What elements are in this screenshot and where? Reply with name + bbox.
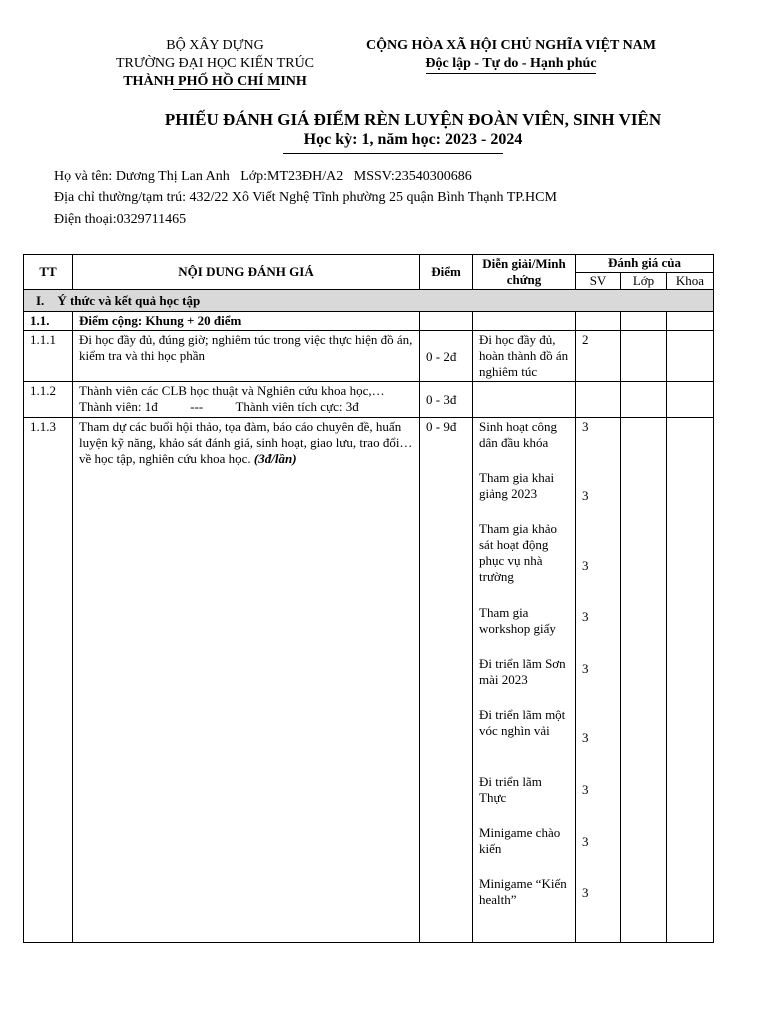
sv-score: 3	[582, 661, 589, 676]
evidence-item: Đi triển lãm Thực	[479, 774, 542, 805]
sv-score: 3	[582, 558, 589, 573]
row-1-1-3-number: 1.1.3	[24, 418, 73, 943]
evidence-item: Minigame “Kiến health”	[479, 876, 567, 907]
evaluation-table	[23, 254, 714, 943]
country-motto: Độc lập - Tự do - Hạnh phúc	[425, 56, 597, 71]
school-city: THÀNH PHỐ HỒ CHÍ MINH	[123, 74, 307, 89]
col-header-tt: TT	[24, 255, 73, 290]
row-1-1-3-faculty	[667, 418, 714, 943]
col-header-eval-by: Đánh giá của	[576, 255, 714, 273]
right-header-underline	[426, 73, 596, 74]
row-1-1-2-number: 1.1.2	[24, 382, 73, 418]
sv-score: 3	[582, 609, 589, 624]
row-1-1-2-score: 0 - 3đ	[420, 382, 473, 418]
ministry-name: BỘ XÂY DỰNG	[166, 38, 264, 53]
sv-score: 3	[582, 419, 589, 434]
col-header-sv: SV	[576, 272, 621, 290]
row-1-1-2-sv	[576, 382, 621, 418]
evidence-item: Minigame chào kiến	[479, 825, 561, 856]
form-subtitle: Học kỳ: 1, năm học: 2023 - 2024	[303, 131, 523, 148]
evidence-item: Tham gia workshop giấy	[479, 605, 556, 636]
school-name: TRƯỜNG ĐẠI HỌC KIẾN TRÚC	[115, 56, 315, 71]
section-i-row	[24, 290, 714, 312]
evidence-item: Đi triển lãm Sơn mài 2023	[479, 656, 566, 687]
sv-score: 3	[582, 730, 589, 745]
row-1-1-score	[420, 312, 473, 331]
row-1-1-1-sv: 2	[576, 331, 621, 382]
col-header-score: Điểm	[420, 255, 473, 290]
row-1-1-2-content-line1: Thành viên các CLB học thuật và Nghiên cứu khoa học,…	[79, 383, 385, 398]
row-1-1-3-content-text: Tham dự các buổi hội thảo, tọa đàm, báo cáo chuyên đề, huấn luyện kỹ năng, khảo sát đánh giá, sinh hoạt, giao lưu, trao đổi… về học tập, nghiên cứu khoa học.	[79, 419, 413, 466]
row-1-1-3-class	[621, 418, 667, 943]
row-1-1-2-evidence	[473, 382, 576, 418]
col-header-content: NỘI DUNG ĐÁNH GIÁ	[73, 255, 420, 290]
row-1-1-label: Điểm cộng: Khung + 20 điểm	[73, 312, 420, 331]
sv-score: 3	[582, 488, 589, 503]
col-header-class: Lớp	[621, 272, 667, 290]
row-1-1-3-sv	[576, 418, 621, 943]
row-1-1-faculty	[667, 312, 714, 331]
row-1-1-3-content-emphasis: (3đ/lần)	[253, 451, 297, 466]
row-1-1-1-faculty	[667, 331, 714, 382]
row-1-1-evidence	[473, 312, 576, 331]
row-1-1-2-class	[621, 382, 667, 418]
row-1-1-2-content-line2: Thành viên: 1đ --- Thành viên tích cực: 3đ	[79, 399, 359, 414]
row-1-1-1-content: Đi học đầy đủ, đúng giờ; nghiêm túc trong việc thực hiện đồ án, kiểm tra và thi học phần	[73, 331, 420, 382]
sv-score: 3	[582, 885, 589, 900]
col-header-faculty: Khoa	[667, 272, 714, 290]
evidence-item: Tham gia khai giảng 2023	[479, 470, 555, 501]
student-name-class-id: Họ và tên: Dương Thị Lan Anh Lớp:MT23ĐH/A2 MSSV:23540300686	[54, 169, 472, 184]
student-phone: Điện thoại:0329711465	[54, 212, 187, 227]
row-1-1-1-score: 0 - 2đ	[420, 331, 473, 382]
row-1-1-3-evidence	[473, 418, 576, 943]
form-title: PHIẾU ĐÁNH GIÁ ĐIỂM RÈN LUYỆN ĐOÀN VIÊN, SINH VIÊN	[164, 110, 662, 129]
row-1-1-3-score: 0 - 9đ	[420, 418, 473, 943]
section-i-label: Ý thức và kết quả học tập	[57, 292, 201, 308]
row-1-1-number: 1.1.	[24, 312, 73, 331]
country-name: CỘNG HÒA XÃ HỘI CHỦ NGHĨA VIỆT NAM	[365, 38, 656, 53]
row-1-1-2-faculty	[667, 382, 714, 418]
evidence-item: Sinh hoạt công dân đầu khóa	[479, 419, 557, 450]
evidence-item: Tham gia khảo sát hoạt động phục vụ nhà trường	[479, 521, 557, 584]
row-1-1-2-content	[73, 382, 420, 418]
sv-score: 3	[582, 834, 589, 849]
row-1-1-class	[621, 312, 667, 331]
row-1-1-1-class	[621, 331, 667, 382]
left-header-underline	[173, 89, 280, 90]
section-i-number: I.	[36, 292, 45, 308]
row-1-1-1-number: 1.1.1	[24, 331, 73, 382]
title-underline	[283, 153, 503, 154]
col-header-evidence: Diễn giải/Minh chứng	[473, 255, 576, 290]
student-address: Địa chỉ thường/tạm trú: 432/22 Xô Viết Nghệ Tĩnh phường 25 quận Bình Thạnh TP.HCM	[54, 190, 557, 205]
row-1-1-3-content	[73, 418, 420, 943]
row-1-1-1-evidence: Đi học đầy đủ, hoàn thành đồ án nghiêm túc	[473, 331, 576, 382]
evidence-item: Đi triển lãm một vóc nghìn vải	[479, 707, 566, 738]
sv-score: 3	[582, 782, 589, 797]
row-1-1-sv	[576, 312, 621, 331]
